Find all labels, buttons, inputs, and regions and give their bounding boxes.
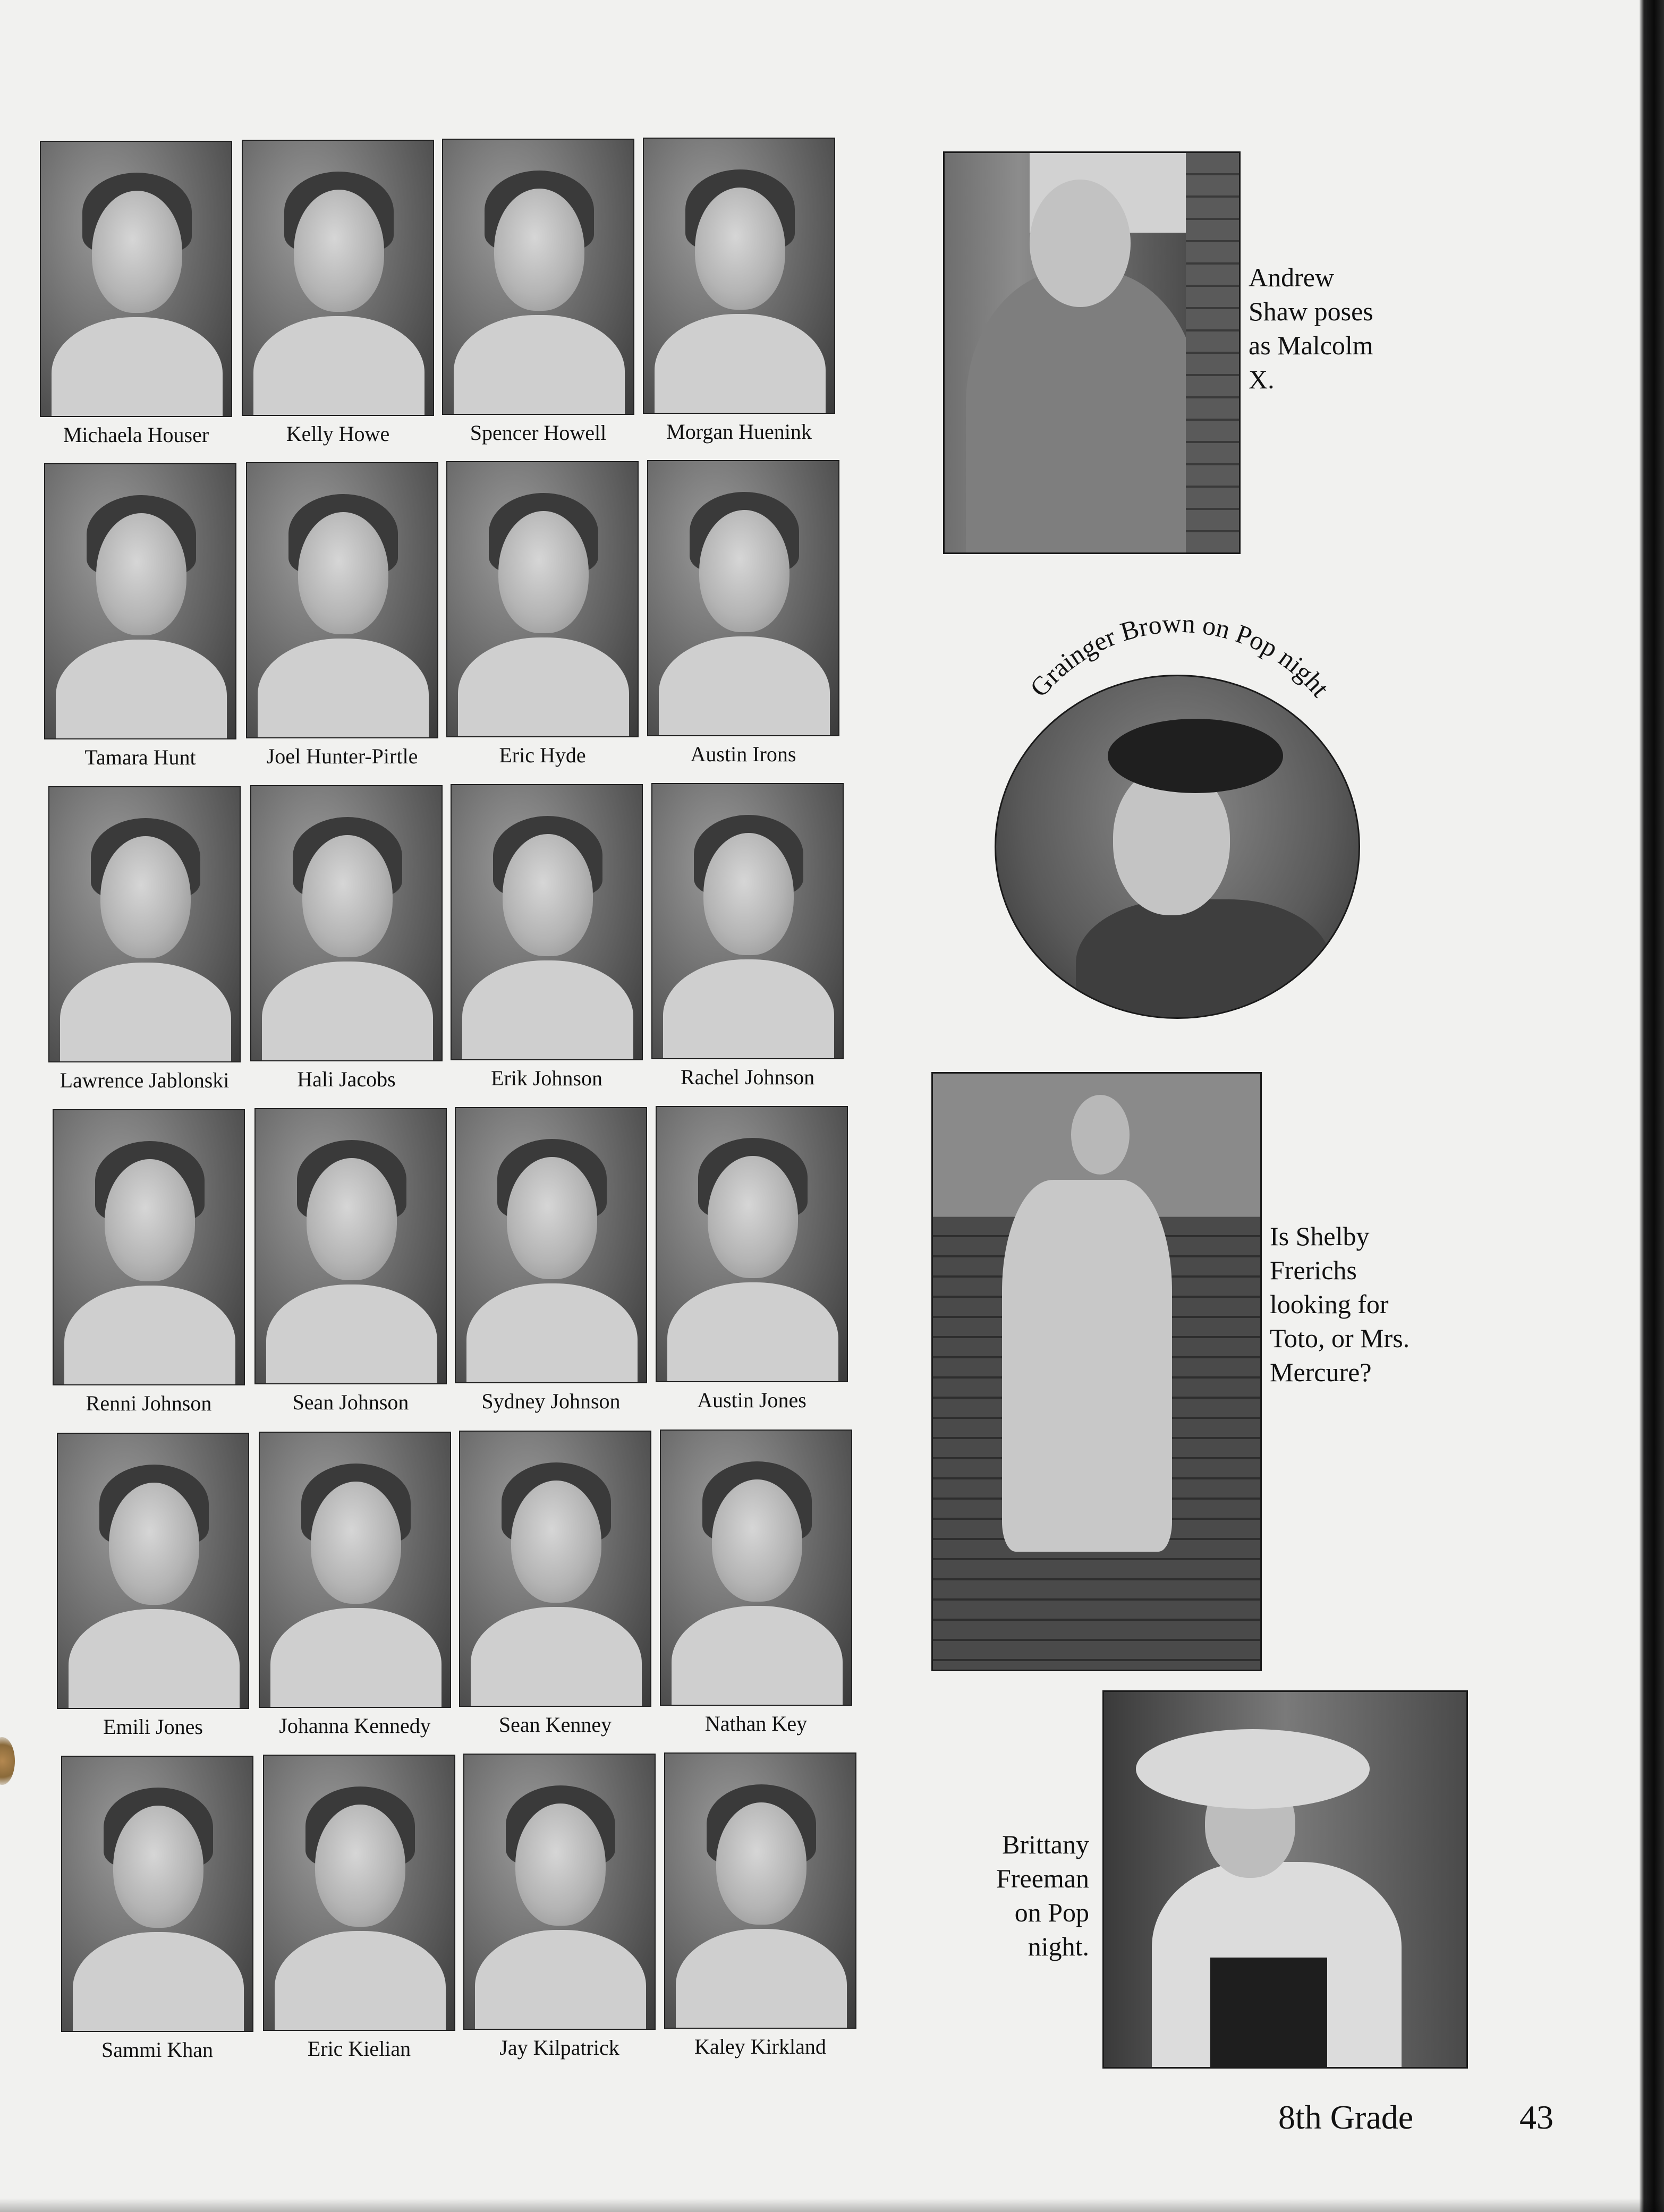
portrait-body bbox=[462, 960, 633, 1060]
portrait-head bbox=[294, 190, 384, 312]
portrait-photo bbox=[254, 1108, 447, 1384]
student-portrait bbox=[643, 138, 838, 444]
student-hat bbox=[1108, 719, 1283, 793]
portrait-photo bbox=[656, 1106, 848, 1382]
student-name: Rachel Johnson bbox=[680, 1065, 815, 1089]
portrait-body bbox=[667, 1282, 838, 1382]
portrait-photo bbox=[463, 1754, 656, 2030]
page-stain bbox=[0, 1737, 15, 1785]
student-head bbox=[1071, 1095, 1130, 1175]
arc-caption-text: Grainger Brown on Pop night bbox=[1024, 608, 1336, 703]
student-portrait bbox=[53, 1109, 248, 1415]
student-name: Sydney Johnson bbox=[481, 1389, 621, 1413]
student-name: Erik Johnson bbox=[491, 1066, 602, 1090]
portrait-head bbox=[703, 833, 794, 955]
portrait-photo bbox=[242, 140, 434, 416]
student-name: Lawrence Jablonski bbox=[60, 1068, 230, 1092]
portrait-body bbox=[475, 1930, 646, 2030]
student-name: Morgan Huenink bbox=[666, 420, 812, 444]
student-name: Kelly Howe bbox=[286, 422, 390, 446]
portrait-head bbox=[109, 1483, 199, 1605]
student-portrait bbox=[242, 140, 437, 446]
binding-edge bbox=[1640, 0, 1664, 2212]
portrait-head bbox=[100, 836, 191, 958]
portrait-body bbox=[253, 316, 425, 416]
caption-line: Shaw poses bbox=[1249, 296, 1373, 326]
portrait-photo bbox=[246, 462, 438, 738]
caption-frerichs bbox=[1270, 1219, 1445, 1389]
student-portrait bbox=[459, 1431, 655, 1737]
student-portrait bbox=[40, 141, 235, 447]
portrait-head bbox=[716, 1802, 806, 1925]
student-name: Joel Hunter-Pirtle bbox=[266, 744, 418, 768]
portrait-head bbox=[712, 1479, 802, 1602]
portrait-body bbox=[270, 1608, 442, 1708]
student-portrait bbox=[246, 462, 442, 768]
student-name: Eric Hyde bbox=[499, 743, 586, 767]
portrait-head bbox=[92, 191, 182, 313]
portrait-photo bbox=[459, 1431, 651, 1707]
page-number: 43 bbox=[1519, 2098, 1553, 2136]
student-portrait bbox=[656, 1106, 851, 1412]
student-portrait bbox=[455, 1107, 650, 1413]
student-name: Michaela Houser bbox=[63, 423, 209, 447]
candid-photo-shaw bbox=[943, 151, 1241, 554]
student-portrait bbox=[254, 1108, 450, 1414]
student-portrait bbox=[651, 783, 847, 1089]
student-coat bbox=[1076, 899, 1331, 1019]
student-name: Austin Irons bbox=[690, 742, 796, 766]
candid-photo-freeman bbox=[1102, 1690, 1468, 2069]
portrait-head bbox=[695, 188, 785, 310]
portrait-body bbox=[655, 314, 826, 414]
student-portrait bbox=[57, 1433, 252, 1739]
caption-line: Andrew bbox=[1249, 262, 1335, 292]
portrait-body bbox=[64, 1286, 235, 1385]
student-portrait bbox=[44, 463, 240, 769]
student-name: Sean Johnson bbox=[292, 1390, 409, 1414]
portrait-body bbox=[266, 1284, 437, 1384]
student-portrait bbox=[259, 1432, 454, 1738]
portrait-photo bbox=[446, 461, 639, 737]
portrait-photo bbox=[44, 463, 236, 739]
student-portrait bbox=[442, 139, 638, 445]
portrait-photo bbox=[451, 784, 643, 1060]
portrait-photo bbox=[250, 785, 443, 1061]
portrait-photo bbox=[57, 1433, 249, 1709]
portrait-head bbox=[302, 835, 393, 957]
portrait-photo bbox=[455, 1107, 647, 1383]
caption-line: night. bbox=[1028, 1932, 1089, 1961]
scan-shadow bbox=[0, 2198, 1664, 2212]
portrait-body bbox=[275, 1931, 446, 2031]
caption-freeman bbox=[956, 1827, 1089, 1963]
portrait-head bbox=[503, 834, 593, 956]
caption-line: X. bbox=[1249, 364, 1275, 394]
student-portrait bbox=[250, 785, 446, 1091]
student-portrait bbox=[61, 1756, 257, 2062]
portrait-body bbox=[471, 1607, 642, 1707]
portrait-body bbox=[659, 636, 830, 736]
student-name: Eric Kielian bbox=[307, 2037, 411, 2061]
portrait-body bbox=[258, 639, 429, 738]
portrait-head bbox=[298, 512, 388, 634]
portrait-head bbox=[498, 511, 589, 633]
portrait-head bbox=[96, 513, 186, 635]
student-name: Johanna Kennedy bbox=[279, 1714, 431, 1738]
section-title: 8th Grade bbox=[1278, 2098, 1414, 2136]
portrait-body bbox=[466, 1283, 638, 1383]
portrait-body bbox=[458, 637, 629, 737]
brick-wall bbox=[1186, 153, 1239, 554]
portrait-photo bbox=[61, 1756, 253, 2032]
student-hat bbox=[1136, 1729, 1370, 1809]
student-portrait bbox=[446, 461, 642, 767]
portrait-body bbox=[73, 1932, 244, 2032]
student-portrait bbox=[463, 1754, 659, 2060]
portrait-body bbox=[676, 1929, 847, 2029]
portrait-body bbox=[56, 640, 227, 739]
portrait-photo bbox=[442, 139, 634, 415]
student-portrait bbox=[660, 1430, 855, 1735]
student-portrait bbox=[263, 1755, 459, 2061]
caption-line: on Pop bbox=[1014, 1898, 1089, 1927]
portrait-body bbox=[52, 317, 223, 417]
portrait-head bbox=[494, 189, 584, 311]
portrait-head bbox=[708, 1156, 798, 1278]
portrait-photo bbox=[53, 1109, 245, 1385]
portrait-photo bbox=[40, 141, 232, 417]
student-name: Austin Jones bbox=[697, 1388, 806, 1412]
caption-line: Toto, or Mrs. bbox=[1270, 1323, 1410, 1353]
student-name: Jay Kilpatrick bbox=[499, 2036, 619, 2060]
student-portrait bbox=[647, 460, 843, 766]
caption-line: Freeman bbox=[996, 1864, 1089, 1893]
portrait-photo bbox=[48, 786, 241, 1062]
caption-line: as Malcolm bbox=[1249, 330, 1373, 360]
candid-photo-frerichs bbox=[931, 1072, 1262, 1671]
portrait-head bbox=[515, 1803, 606, 1926]
portrait-head bbox=[511, 1481, 601, 1603]
caption-shaw bbox=[1249, 260, 1408, 396]
student-name: Tamara Hunt bbox=[84, 745, 196, 769]
student-name: Spencer Howell bbox=[470, 421, 607, 445]
portrait-body bbox=[69, 1609, 240, 1709]
student-name: Kaley Kirkland bbox=[694, 2035, 826, 2058]
student-name: Hali Jacobs bbox=[297, 1067, 396, 1091]
caption-line: Frerichs bbox=[1270, 1255, 1357, 1285]
candid-photo-brown bbox=[988, 608, 1371, 1025]
student-portrait bbox=[664, 1752, 860, 2058]
caption-line: Is Shelby bbox=[1270, 1221, 1370, 1251]
portrait-body bbox=[672, 1606, 843, 1706]
portrait-photo bbox=[643, 138, 835, 414]
portrait-photo bbox=[259, 1432, 451, 1708]
portrait-photo bbox=[647, 460, 839, 736]
student-name: Sammi Khan bbox=[101, 2038, 213, 2062]
portrait-head bbox=[105, 1159, 195, 1281]
student-name: Sean Kenney bbox=[498, 1713, 612, 1737]
portrait-head bbox=[307, 1158, 397, 1280]
portrait-photo bbox=[664, 1752, 856, 2029]
student-portrait bbox=[48, 786, 244, 1092]
portrait-head bbox=[315, 1805, 405, 1927]
student-skirt bbox=[1210, 1958, 1327, 2069]
portrait-photo bbox=[651, 783, 844, 1059]
student-portrait bbox=[451, 784, 646, 1090]
caption-line: Mercure? bbox=[1270, 1357, 1372, 1387]
student-dress bbox=[1002, 1180, 1172, 1552]
student-name: Emili Jones bbox=[103, 1715, 203, 1739]
caption-line: looking for bbox=[1270, 1289, 1389, 1319]
student-face bbox=[1030, 180, 1131, 307]
portrait-head bbox=[311, 1482, 401, 1604]
portrait-body bbox=[454, 315, 625, 415]
student-name: Nathan Key bbox=[704, 1712, 808, 1735]
portrait-head bbox=[113, 1806, 203, 1928]
portrait-photo bbox=[660, 1430, 852, 1706]
portrait-body bbox=[262, 962, 433, 1061]
portrait-head bbox=[699, 510, 789, 632]
caption-line: Brittany bbox=[1002, 1830, 1089, 1859]
student-figure bbox=[966, 270, 1200, 554]
portrait-body bbox=[663, 959, 834, 1059]
portrait-photo bbox=[263, 1755, 455, 2031]
portrait-head bbox=[507, 1157, 597, 1279]
portrait-body bbox=[60, 963, 231, 1062]
oval-photo bbox=[995, 675, 1360, 1019]
student-name: Renni Johnson bbox=[86, 1391, 212, 1415]
